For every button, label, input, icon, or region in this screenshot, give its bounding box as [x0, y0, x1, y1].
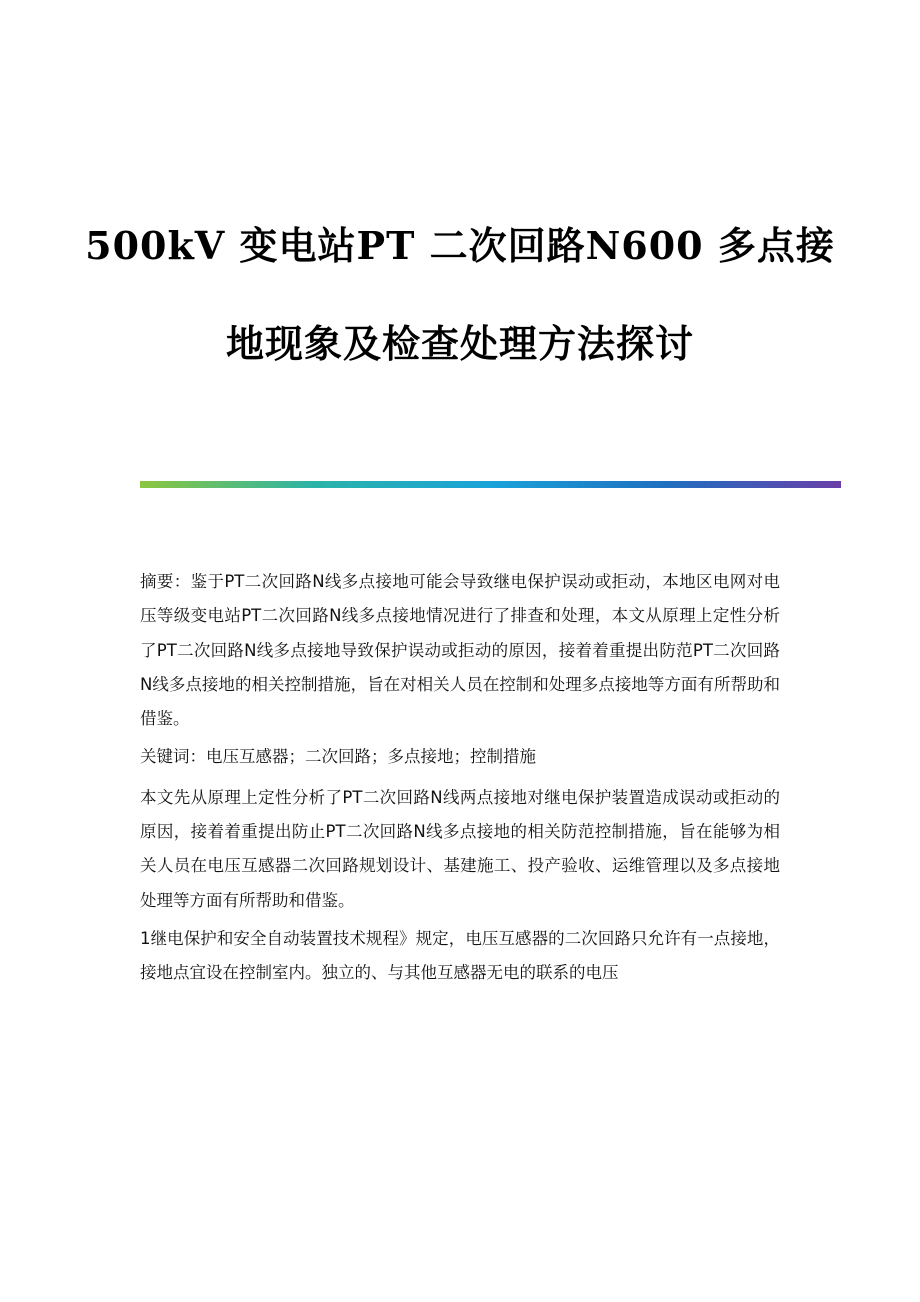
abstract-paragraph: 摘要：鉴于PT二次回路N线多点接地可能会导致继电保护误动或拒动，本地区电网对电压等级变电站PT二次回路N线多点接地情况进行了排查和处理，本文从原理上定性分析了PT二次回路N线多点接地导致保护误动或拒动的原因，接着着重提出防范PT二次回路N线多点接地的相关控制措施，旨在对相关人员在控制和处理多点接地等方面有所帮助和借鉴。 — [140, 572, 780, 729]
gradient-divider — [140, 481, 841, 488]
title-line-1: 500kV 变电站PT 二次回路N600 多点接 — [85, 223, 835, 268]
document-body — [140, 565, 780, 995]
keywords-paragraph: 关键词：电压互感器；二次回路；多点接地；控制措施 — [140, 747, 536, 767]
intro-paragraph: 本文先从原理上定性分析了PT二次回路N线两点接地对继电保护装置造成误动或拒动的原因，接着着重提出防止PT二次回路N线多点接地的相关防范控制措施，旨在能够为相关人员在电压互感器二次回路规划设计、基建施工、投产验收、运维管理以及多点接地处理等方面有所帮助和借鉴。 — [140, 787, 780, 910]
title-line-2: 地现象及检查处理方法探讨 — [225, 321, 694, 366]
section-1-paragraph: 1继电保护和安全自动装置技术规程》规定，电压互感器的二次回路只允许有一点接地，接地点宜设在控制室内。独立的、与其他互感器无电的联系的电压 — [140, 928, 780, 983]
